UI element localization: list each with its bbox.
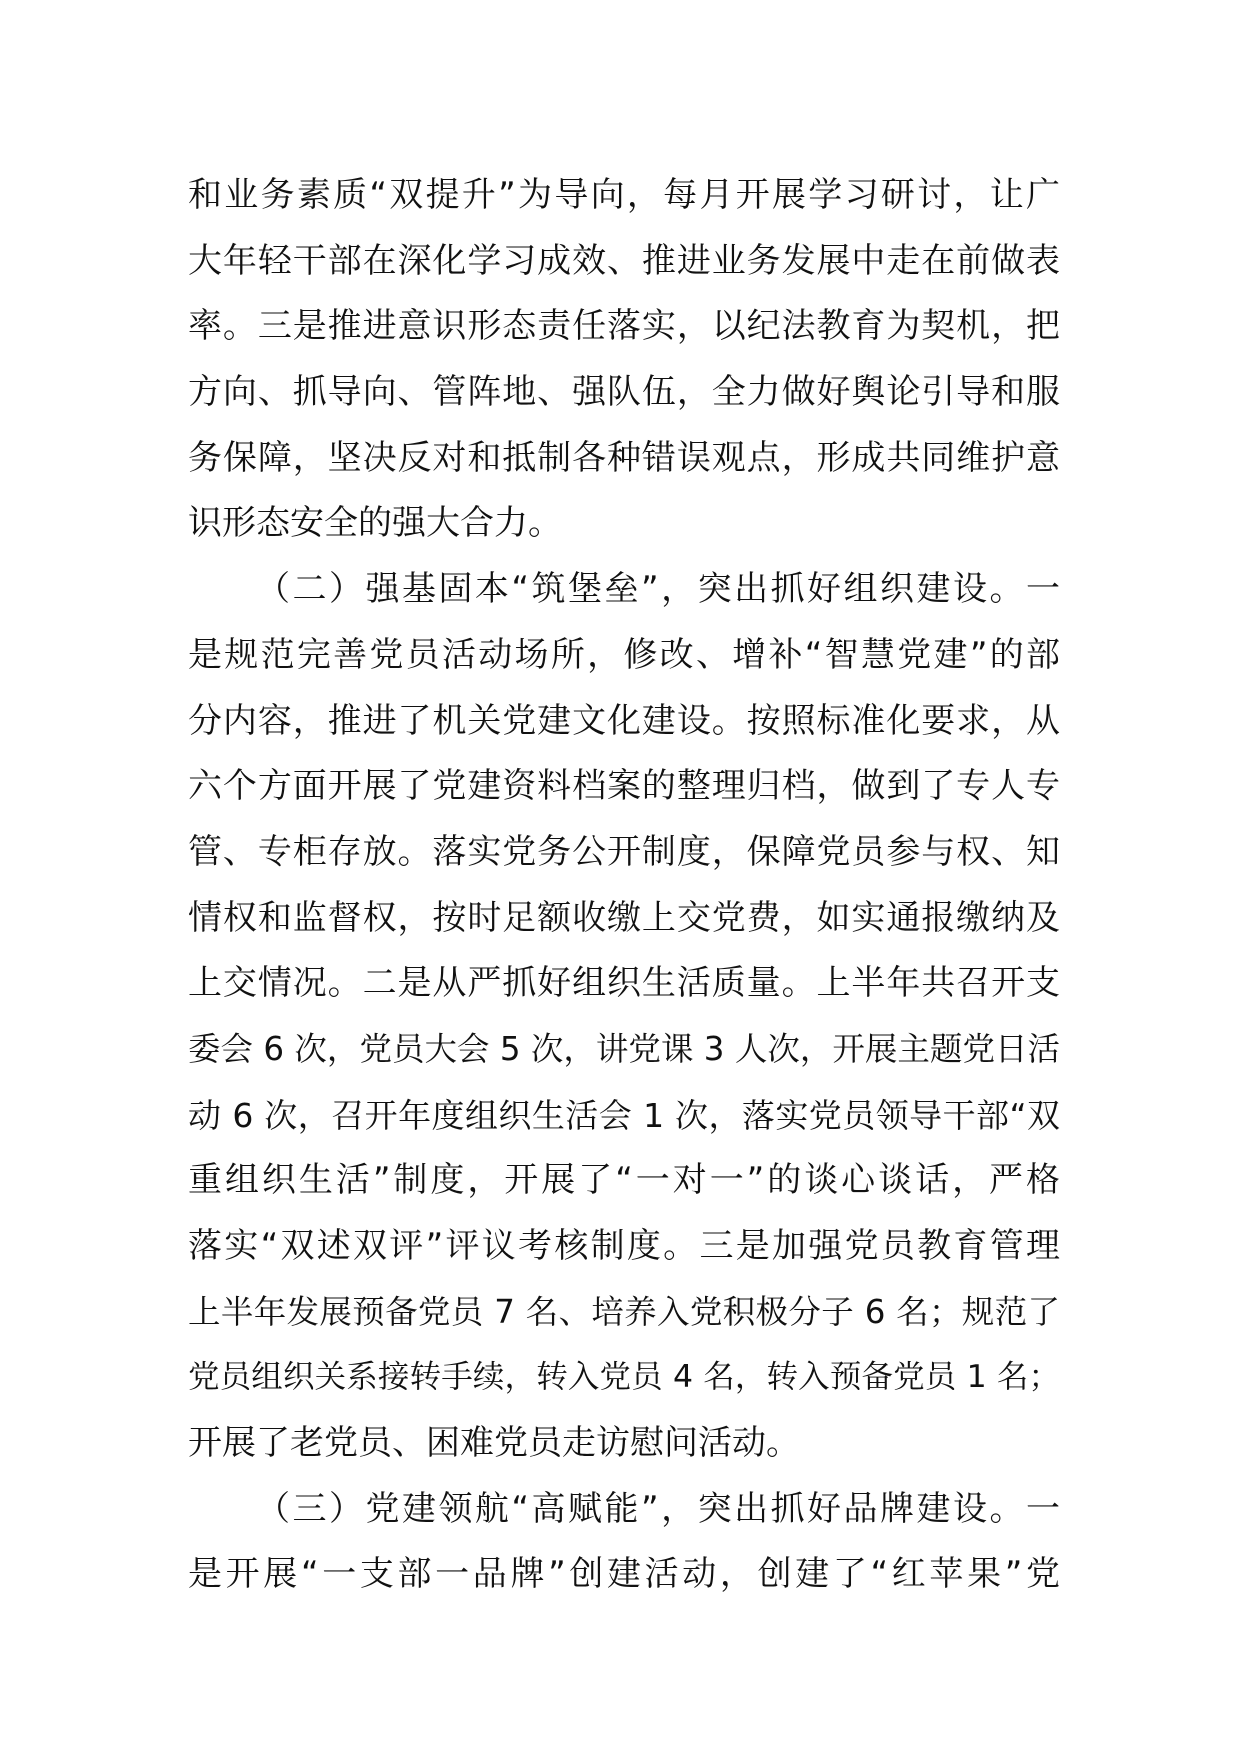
text-line: 重组织生活”制度，开展了“一对一”的谈心谈话，严格 [188,1160,1060,1201]
text-line: 党员组织关系接转手续，转入党员 4 名，转入预备党员 1 名； [188,1359,1060,1396]
text-line: 委会 6 次，党员大会 5 次，讲党课 3 人次，开展主题党日活 [188,1029,1060,1068]
text-line: 是规范完善党员活动场所，修改、增补“智慧党建”的部 [188,634,1060,675]
text-line: 是开展“一支部一品牌”创建活动，创建了“红苹果”党 [188,1554,1060,1595]
text-line: 和业务素质“双提升”为导向，每月开展学习研讨，让广 [188,175,1060,215]
text-line: 方向、抓导向、管阵地、强队伍，全力做好舆论引导和服 [188,372,1060,413]
text-line: 大年轻干部在深化学习成效、推进业务发展中走在前做表 [188,240,1060,281]
document-body [188,163,1060,1608]
text-line: 上半年发展预备党员 7 名、培养入党积极分子 6 名；规范了 [188,1292,1060,1331]
text-line: 管、专柜存放。落实党务公开制度，保障党员参与权、知 [188,831,1060,872]
text-line: 分内容，推进了机关党建文化建设。按照标准化要求，从 [188,700,1060,741]
text-line: 落实“双述双评”评议考核制度。三是加强党员教育管理 [188,1226,1060,1266]
text-line: 动 6 次，召开年度组织生活会 1 次，落实党员领导干部“双 [188,1095,1060,1135]
text-line: 上交情况。二是从严抓好组织生活质量。上半年共召开支 [188,963,1060,1004]
text-line: 识形态安全的强大合力。 [188,503,562,544]
text-line: 六个方面开展了党建资料档案的整理归档，做到了专人专 [188,766,1060,807]
paragraph-first-line: （二）强基固本“筑堡垒”，突出抓好组织建设。一 [256,569,1060,610]
paragraph-first-line: （三）党建领航“高赋能”，突出抓好品牌建设。一 [256,1488,1060,1529]
text-line: 务保障，坚决反对和抵制各种错误观点，形成共同维护意 [188,437,1060,478]
text-line: 率。三是推进意识形态责任落实，以纪法教育为契机，把 [188,306,1060,347]
text-line: 开展了老党员、困难党员走访慰问活动。 [188,1423,800,1464]
text-line: 情权和监督权，按时足额收缴上交党费，如实通报缴纳及 [188,897,1060,938]
